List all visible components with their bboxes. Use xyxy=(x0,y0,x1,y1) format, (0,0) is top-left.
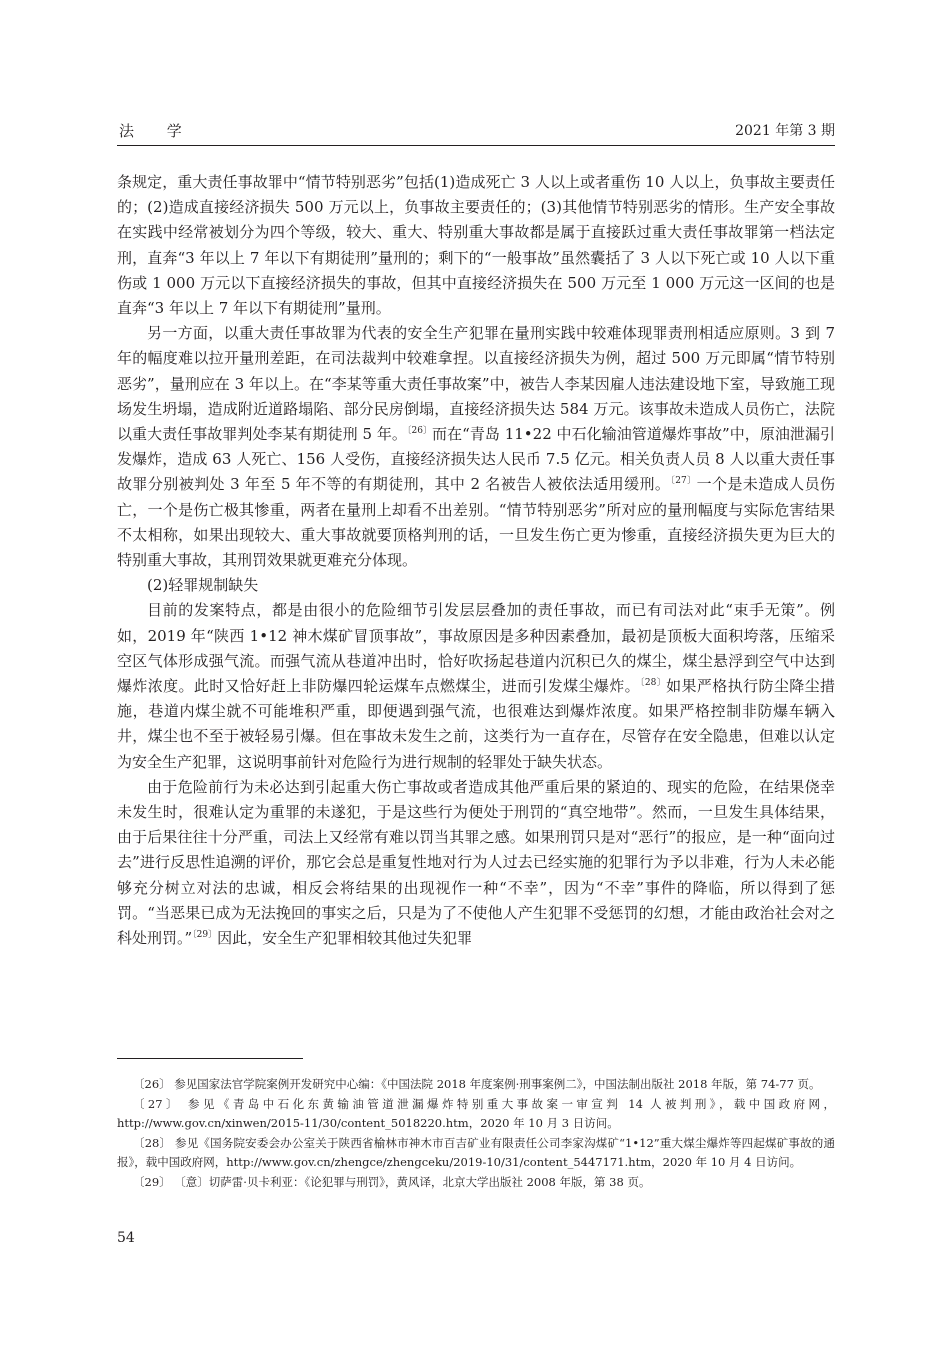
footnote-rule xyxy=(117,1058,303,1059)
paragraph-2-part-c: 一个是未造成人员伤亡，一个是伤亡极其惨重，两者在量刑上却看不出差别。“情节特别恶劣”所对应的量刑幅度与实际危害结果不太相称，如果出现较大、重大事故就要顶格判刑的话，一旦发生伤亡更为惨重，直接经济损失更为巨大的特别重大事故，其刑罚效果就更难充分体现。 xyxy=(117,475,835,570)
footnote-ref-26[interactable]: 〔26〕 xyxy=(406,426,433,437)
footnote-ref-29[interactable]: 〔29〕 xyxy=(192,930,218,941)
footnote-27: 〔27〕 参见《青岛中石化东黄输油管道泄漏爆炸特别重大事故案一审宣判 14 人被判刑》，载中国政府网，http://www.gov.cn/xinwen/2015-11/30/content_5018220.htm，2020 年 10 月 3 日访问。 xyxy=(117,1096,835,1130)
paragraph-3-part-a: 目前的发案特点，都是由很小的危险细节引发层层叠加的责任事故，而已有司法对此“束手无策”。例如，2019 年“陕西 1•12 神木煤矿冒顶事故”，事故原因是多种因素叠加，最初是顶板大面积垮落，压缩采空区气体形成强气流。而强气流从巷道冲出时，恰好吹扬起巷道内沉积已久的煤尘，煤尘悬浮到空气中达到爆炸浓度。此时又恰好赶上非防爆四轮运煤车点燃煤尘，进而引发煤尘爆炸。 xyxy=(117,601,835,696)
article-body xyxy=(117,170,835,951)
paragraph-4-part-a: 由于危险前行为未必达到引起重大伤亡事故或者造成其他严重后果的紧迫的、现实的危险，在结果侥幸未发生时，很难认定为重罪的未遂犯，于是这些行为便处于刑罚的“真空地带”。然而，一旦发生具体结果，由于后果往往十分严重，司法上又经常有难以罚当其罪之感。如果刑罚只是对“恶行”的报应，是一种“面向过去”进行反思性追溯的评价，那它会总是重复性地对行为人过去已经实施的犯罪行为予以非难，行为人未必能够充分树立对法的忠诚，相反会将结果的出现视作一种“不幸”，因为“不幸”事件的降临，所以得到了惩罚。“当恶果已成为无法挽回的事实之后，只是为了不使他人产生犯罪不受惩罚的幻想，才能由政治社会对之科处刑罚。” xyxy=(117,777,835,948)
footnote-29: 〔29〕 〔意〕切萨雷·贝卡利亚：《论犯罪与刑罚》，黄风译，北京大学出版社 2008 年版，第 38 页。 xyxy=(133,1174,651,1189)
paragraph-1: 条规定，重大责任事故罪中“情节特别恶劣”包括(1)造成死亡 3 人以上或者重伤 10 人以上，负事故主要责任的；(2)造成直接经济损失 500 万元以上，负事故主要责任的；(3)其他情节特别恶劣的情形。生产安全事故在实践中经常被划分为四个等级，较大、重大、特别重大事故都是属于直接跃过重大责任事故罪第一档法定刑，直奔“3 年以上 7 年以下有期徒刑”量刑的；剩下的“一般事故”虽然囊括了 3 人以下死亡或 10 人以下重伤或 1 000 万元以下直接经济损失的事故，但其中直接经济损失在 500 万元至 1 000 万元这一区间的也是直奔“3 年以上 7 年以下有期徒刑”量刑。 xyxy=(117,173,835,318)
paragraph-3-part-b: 如果严格执行防尘降尘措施，巷道内煤尘就不可能堆积严重，即便遇到强气流，也很难达到爆炸浓度。如果严格控制非防爆车辆入井，煤尘也不至于被轻易引爆。但在事故未发生之前，这类行为一直存在，尽管存在安全隐患，但难以认定为安全生产犯罪，这说明事前针对危险行为进行规制的轻罪处于缺失状态。 xyxy=(117,677,835,771)
running-header xyxy=(117,120,835,142)
paragraph-2 xyxy=(117,321,835,573)
footnote-ref-27[interactable]: 〔27〕 xyxy=(670,476,697,487)
paragraph-4 xyxy=(117,775,835,951)
footnote-26: 〔26〕 参见国家法官学院案例开发研究中心编：《中国法院 2018 年度案例·刑事案例二》，中国法制出版社 2018 年版，第 74-77 页。 xyxy=(133,1077,821,1091)
page-number: 54 xyxy=(117,1230,135,1246)
paragraph-2-part-b: 而在“青岛 11•22 中石化输油管道爆炸事故”中，原油泄漏引发爆炸，造成 63 人死亡、156 人受伤，直接经济损失达人民币 7.5 亿元。相关负责人员 8 人以重大责任事故罪分别被判处 3 年至 5 年不等的有期徒刑，其中 2 名被告人被依法适用缓刑。 xyxy=(117,425,835,494)
paragraph-4-part-b: 因此，安全生产犯罪相较其他过失犯罪 xyxy=(217,929,473,948)
footnote-ref-28[interactable]: 〔28〕 xyxy=(640,678,667,689)
header-rule xyxy=(117,145,835,146)
footnotes xyxy=(117,1075,835,1192)
footnote-28: 〔28〕 参见《国务院安委会办公室关于陕西省榆林市神木市百吉矿业有限责任公司李家沟煤矿“1•12”重大煤尘爆炸等四起煤矿事故的通报》，载中国政府网，http://www.gov.cn/zhengce/zhengceku/2019-10/31/content_5447171.htm，2020 年 10 月 4 日访问。 xyxy=(117,1135,835,1169)
paragraph-3 xyxy=(117,598,835,774)
section-heading: (2)轻罪规制缺失 xyxy=(147,576,259,595)
issue-label: 2021 年第 3 期 xyxy=(735,123,835,139)
journal-name: 法 学 xyxy=(119,122,196,140)
paragraph-2-part-a: 另一方面，以重大责任事故罪为代表的安全生产犯罪在量刑实践中较难体现罪责刑相适应原则。3 到 7 年的幅度难以拉开量刑差距，在司法裁判中较难拿捏。以直接经济损失为例，超过 500 万元即属“情节特别恶劣”，量刑应在 3 年以上。在“李某等重大责任事故案”中，被告人李某因雇人违法建设地下室，导致施工现场发生坍塌，造成附近道路塌陷、部分民房倒塌，直接经济损失达 584 万元。该事故未造成人员伤亡，法院以重大责任事故罪判处李某有期徒刑 5 年。 xyxy=(117,324,835,444)
